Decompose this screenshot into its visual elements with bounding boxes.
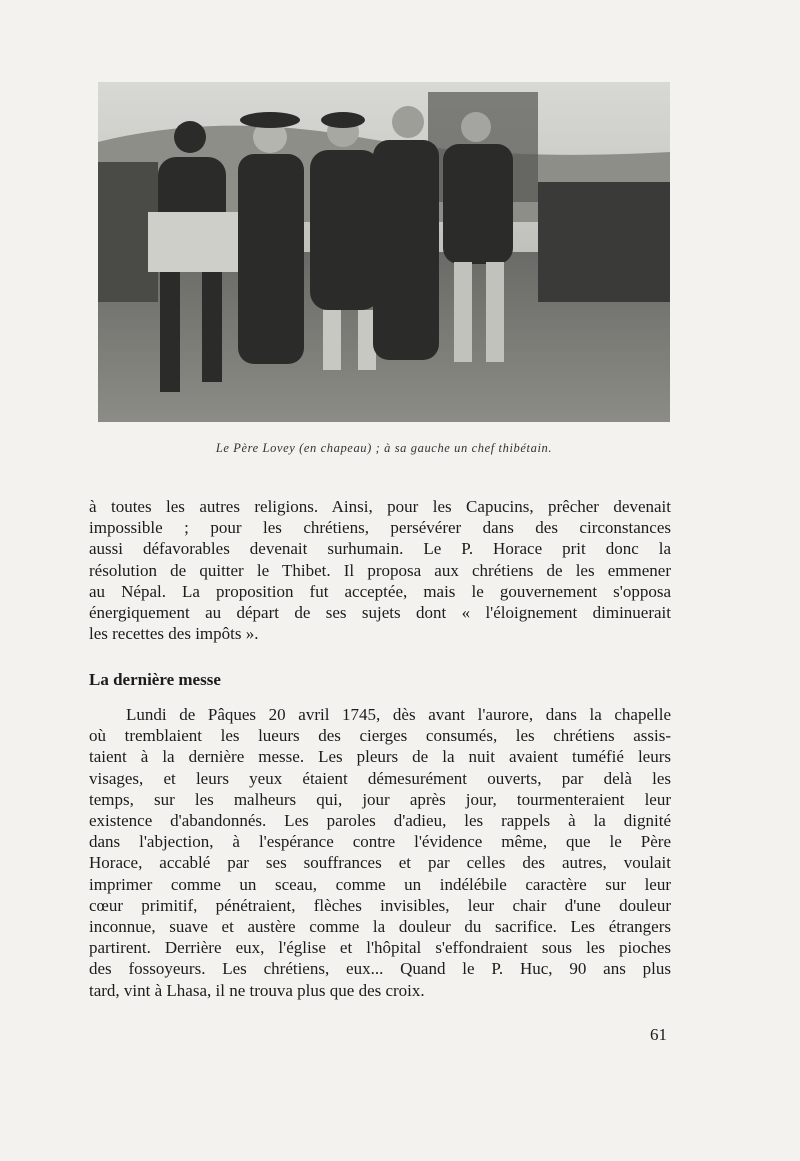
text-line: cœur primitif, pénétraient, flèches invisibles, leur chair d'une douleur	[89, 895, 671, 915]
text-line: existence d'abandonnés. Les paroles d'adieu, les rappels à la dignité	[89, 811, 671, 831]
text-line: dans l'abjection, à l'espérance contre l'évidence même, que le Père	[89, 832, 671, 852]
text-line: énergiquement au départ de ses sujets dont « l'éloignement diminuerait	[89, 603, 671, 623]
text-line: Lundi de Pâques 20 avril 1745, dès avant l'aurore, dans la chapelle	[126, 705, 671, 724]
text-line: à toutes les autres religions. Ainsi, pour les Capucins, prêcher devenait	[89, 497, 671, 516]
text-line: taient à la dernière messe. Les pleurs de la nuit avaient tuméfié leurs	[89, 747, 671, 767]
text-line: au Népal. La proposition fut acceptée, mais le gouvernement s'opposa	[89, 581, 671, 601]
text-line: imprimer comme un sceau, comme un indélébile caractère sur leur	[89, 874, 671, 894]
photograph	[98, 82, 670, 422]
text-line: Horace, accablé par ses souffrances et par celles des autres, voulait	[89, 853, 671, 873]
paragraph-continuation	[89, 496, 671, 644]
photograph-icon	[98, 82, 670, 422]
page-number: 61	[650, 1025, 667, 1044]
text-line: les recettes des impôts ».	[89, 624, 259, 644]
text-line: aussi défavorables devenait surhumain. Le P. Horace prit donc la	[89, 539, 671, 559]
text-line: des fossoyeurs. Les chrétiens, eux... Quand le P. Huc, 90 ans plus	[89, 959, 671, 979]
text-line: résolution de quitter le Thibet. Il proposa aux chrétiens de les emmener	[89, 560, 671, 580]
text-line: visages, et leurs yeux étaient démesurément ouverts, par delà les	[89, 768, 671, 788]
text-line: inconnue, suave et austère comme la douleur du sacrifice. Les étrangers	[89, 917, 671, 937]
text-line: temps, sur les malheurs qui, jour après jour, tourmenteraient leur	[89, 789, 671, 809]
text-line: impossible ; pour les chrétiens, persévérer dans des circonstances	[89, 518, 671, 538]
text-line: tard, vint à Lhasa, il ne trouva plus que des croix.	[89, 980, 425, 1000]
photo-caption: Le Père Lovey (en chapeau) ; à sa gauche un chef thibétain.	[215, 441, 553, 455]
text-line: où tremblaient les lueurs des cierges consumés, les chrétiens assis-	[89, 726, 671, 746]
paragraph-derniere-messe	[89, 704, 671, 1001]
text-line: partirent. Derrière eux, l'église et l'hôpital s'effondraient sous les pioches	[89, 938, 671, 958]
section-heading: La dernière messe	[89, 670, 221, 689]
